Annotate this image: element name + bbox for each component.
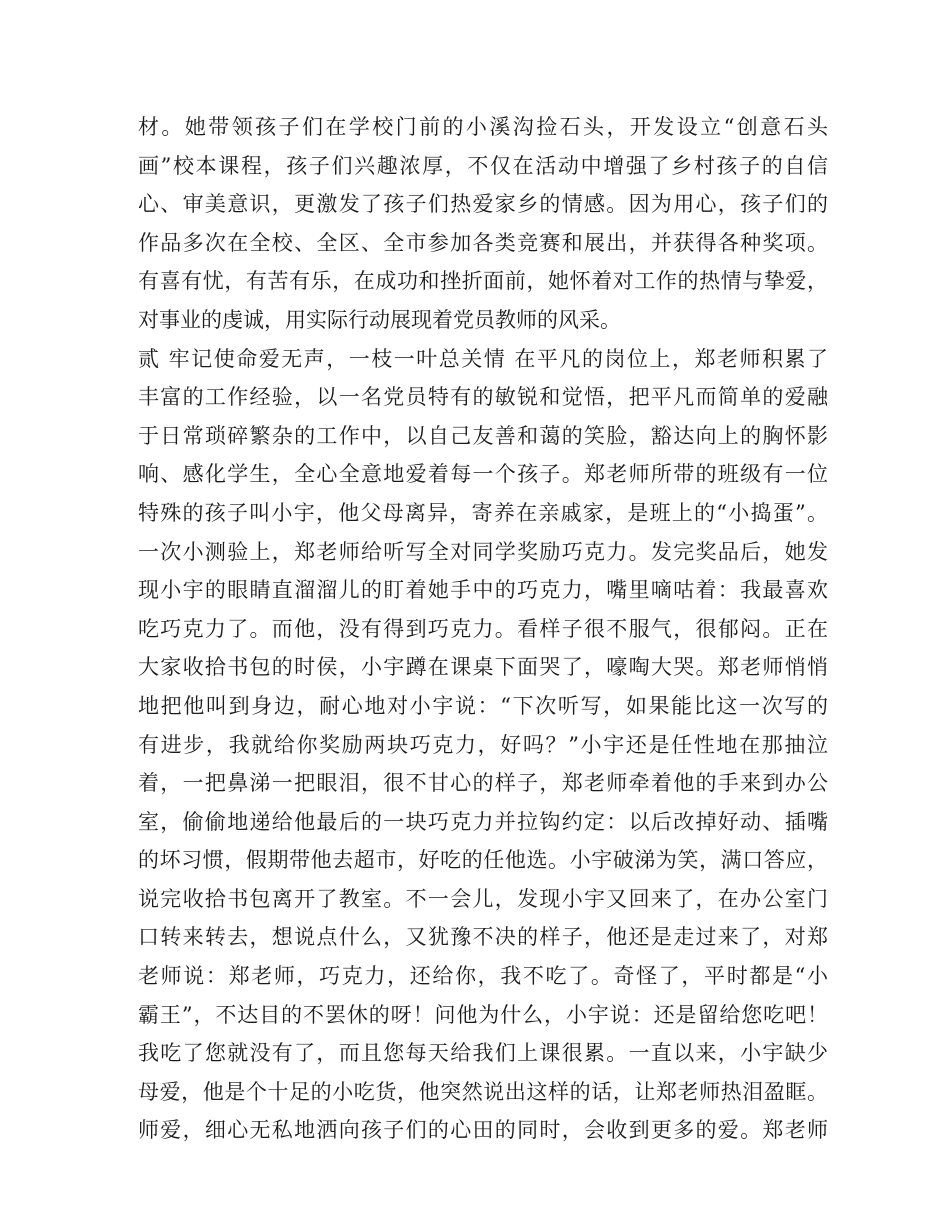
text-line: 作品多次在全校、全区、全市参加各类竞赛和展出，并获得各种奖项。 bbox=[138, 230, 828, 255]
text-line: 一次小测验上，郑老师给听写全对同学奖励巧克力。发完奖品后，她发 bbox=[138, 539, 828, 564]
text-line: 材。她带领孩子们在学校门前的小溪沟捡石头，开发设立“创意石头 bbox=[138, 115, 828, 139]
text-line: 画”校本课程，孩子们兴趣浓厚，不仅在活动中增强了乡村孩子的自信 bbox=[138, 153, 828, 178]
text-line: 特殊的孩子叫小宇，他父母离异，寄养在亲戚家，是班上的“小捣蛋”。 bbox=[138, 500, 828, 525]
text-line: 室，偷偷地递给他最后的一块巧克力并拉钩约定：以后改掉好动、插嘴 bbox=[138, 809, 828, 834]
text-line: 有进步，我就给你奖励两块巧克力，好吗？”小宇还是任性地在那抽泣 bbox=[138, 732, 828, 757]
text-line: 母爱，他是个十足的小吃货，他突然说出这样的话，让郑老师热泪盈眶。 bbox=[138, 1079, 828, 1104]
text-line: 于日常琐碎繁杂的工作中，以自己友善和蔼的笑脸，豁达向上的胸怀影 bbox=[138, 423, 828, 448]
text-line: 丰富的工作经验，以一名党员特有的敏锐和觉悟，把平凡而简单的爱融 bbox=[138, 385, 828, 410]
text-line: 老师说：郑老师，巧克力，还给你，我不吃了。奇怪了，平时都是“小 bbox=[138, 964, 828, 989]
text-line: 响、感化学生，全心全意地爱着每一个孩子。郑老师所带的班级有一位 bbox=[138, 462, 828, 487]
section-heading-line: 贰 牢记使命爱无声，一枝一叶总关情 在平凡的岗位上，郑老师积累了 bbox=[138, 346, 828, 371]
text-line: 对事业的虔诚，用实际行动展现着党员教师的风采。 bbox=[138, 307, 621, 332]
text-line: 现小宇的眼睛直溜溜儿的盯着她手中的巧克力，嘴里嘀咕着：我最喜欢 bbox=[138, 578, 828, 603]
text-line: 我吃了您就没有了，而且您每天给我们上课很累。一直以来，小宇缺少 bbox=[138, 1041, 828, 1066]
text-line: 霸王”，不达目的不罢休的呀！问他为什么，小宇说：还是留给您吃吧！ bbox=[138, 1002, 828, 1027]
document-body bbox=[138, 108, 828, 1150]
text-line: 口转来转去，想说点什么，又犹豫不决的样子，他还是走过来了，对郑 bbox=[138, 925, 828, 950]
text-line: 心、审美意识，更激发了孩子们热爱家乡的情感。因为用心，孩子们的 bbox=[138, 192, 828, 217]
text-line: 地把他叫到身边，耐心地对小宇说：“下次听写，如果能比这一次写的 bbox=[138, 693, 828, 718]
text-line: 有喜有忧，有苦有乐，在成功和挫折面前，她怀着对工作的热情与挚爱， bbox=[138, 269, 828, 294]
text-line: 师爱，细心无私地洒向孩子们的心田的同时，会收到更多的爱。郑老师 bbox=[138, 1118, 828, 1143]
text-line: 吃巧克力了。而他，没有得到巧克力。看样子很不服气，很郁闷。正在 bbox=[138, 616, 828, 641]
text-line: 说完收拾书包离开了教室。不一会儿，发现小宇又回来了，在办公室门 bbox=[138, 886, 828, 911]
text-line: 着，一把鼻涕一把眼泪，很不甘心的样子，郑老师牵着他的手来到办公 bbox=[138, 771, 828, 796]
text-line: 的坏习惯，假期带他去超市，好吃的任他选。小宇破涕为笑，满口答应， bbox=[138, 848, 828, 873]
text-line: 大家收拾书包的时侯，小宇蹲在课桌下面哭了，嚎啕大哭。郑老师悄悄 bbox=[138, 655, 828, 680]
